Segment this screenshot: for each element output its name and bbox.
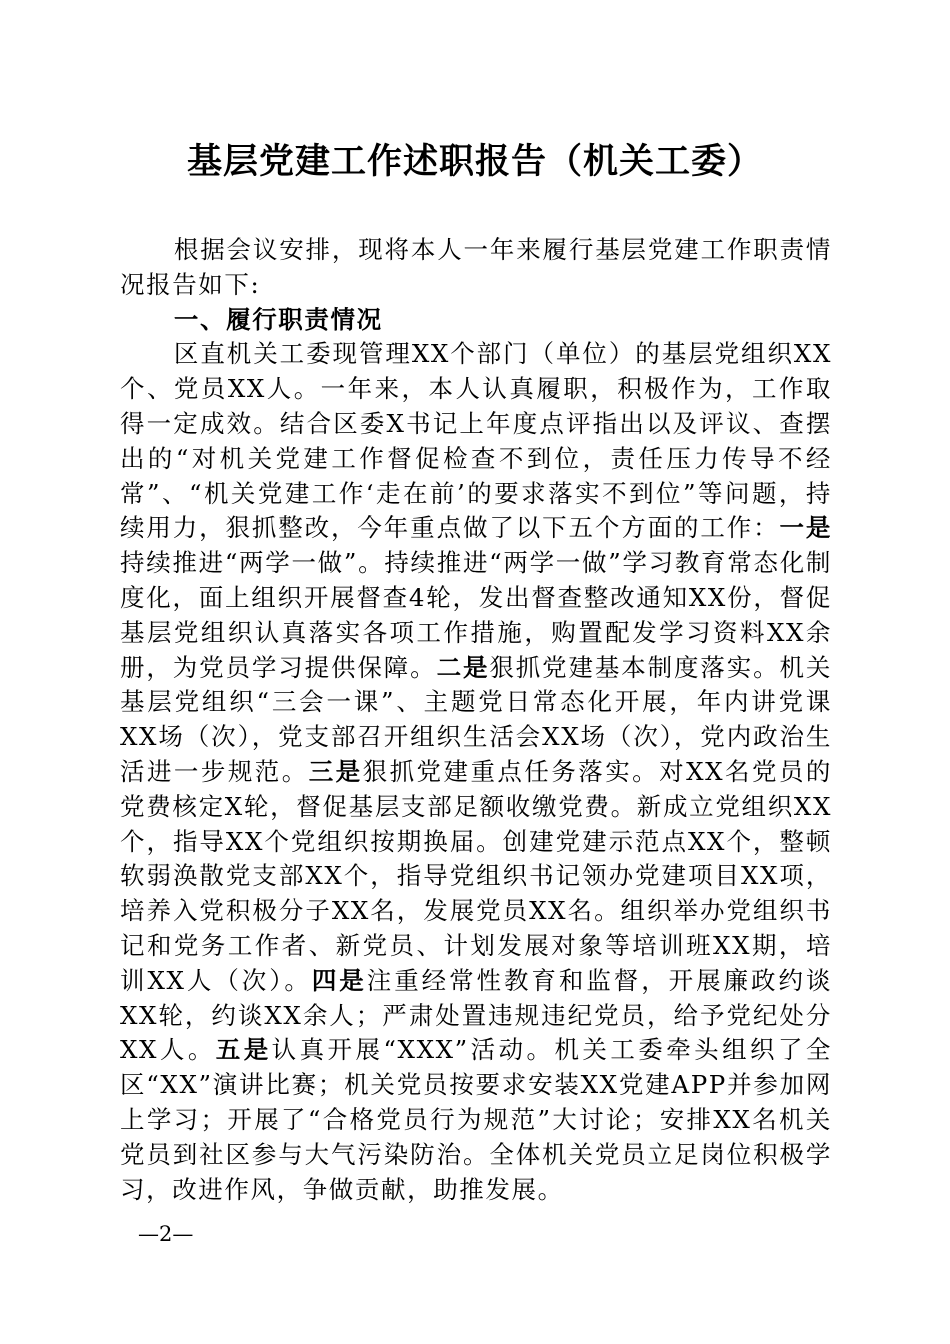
item-5-label: 五是 [215,1035,272,1065]
section-heading: 一、履行职责情况 [173,304,383,334]
item-1-label: 一是 [779,513,832,543]
item-3-text: 狠抓党建重点任务落实。对XX名党员的党费核定X轮，督促基层支部足额收缴党费。新成立党组织XX个，指导XX个党组织按期换届。创建党建示范点XX个，整顿软弱涣散党支部XX个，指导党组织书记领办党建项目XX项，培养入党积极分子XX名，发展党员XX名。组织举办党组织书记和党务工作者、新党员、计划发展对象等培训班XX期，培训XX人（次）。 [120,756,833,995]
lead-text: 区直机关工委现管理XX个部门（单位）的基层党组织XX个、党员XX人。一年来，本人认真履职，积极作为，工作取得一定成效。结合区委X书记上年度点评指出以及评议、查摆出的“对机关党建工作督促检查不到位，责任压力传导不经常”、“机关党建工作‘走在前’的要求落实不到位”等问题，持续用力，狠抓整改，今年重点做了以下五个方面的工作： [120,339,832,543]
item-4-text: 注重经常性教育和监督，开展廉政约谈XX轮，约谈XX余人；严肃处置违规违纪党员，给予党纪处分XX人。 [120,965,833,1065]
item-4-label: 四是 [311,965,367,995]
page-number: —2— [138,1222,194,1246]
item-5-text: 认真开展“XXX”活动。机关工委牵头组织了全区“XX”演讲比赛；机关党员按要求安装XX党建APP并参加网上学习；开展了“合格党员行为规范”大讨论；安排XX名机关党员到社区参与大气污染防治。全体机关党员立足岗位积极学习，改进作风，争做贡献，助推发展。 [120,1035,832,1204]
main-paragraph [120,337,832,1207]
document-body [120,233,832,1207]
intro-paragraph: 根据会议安排，现将本人一年来履行基层党建工作职责情况报告如下: [120,235,832,299]
item-1-text: 持续推进“两学一做”。持续推进“两学一做”学习教育常态化制度化，面上组织开展督查4轮，发出督查整改通知XX份，督促基层党组织认真落实各项工作措施，购置配发学习资料XX余册，为党员学习提供保障。 [120,548,832,682]
item-2-text: 狠抓党建基本制度落实。机关基层党组织“三会一课”、主题党日常态化开展，年内讲党课XX场（次），党支部召开组织生活会XX场（次），党内政治生活进一步规范。 [120,652,832,786]
item-2-label: 二是 [436,652,490,682]
document-title: 基层党建工作述职报告（机关工委） [186,141,763,182]
item-3-label: 三是 [308,756,363,786]
